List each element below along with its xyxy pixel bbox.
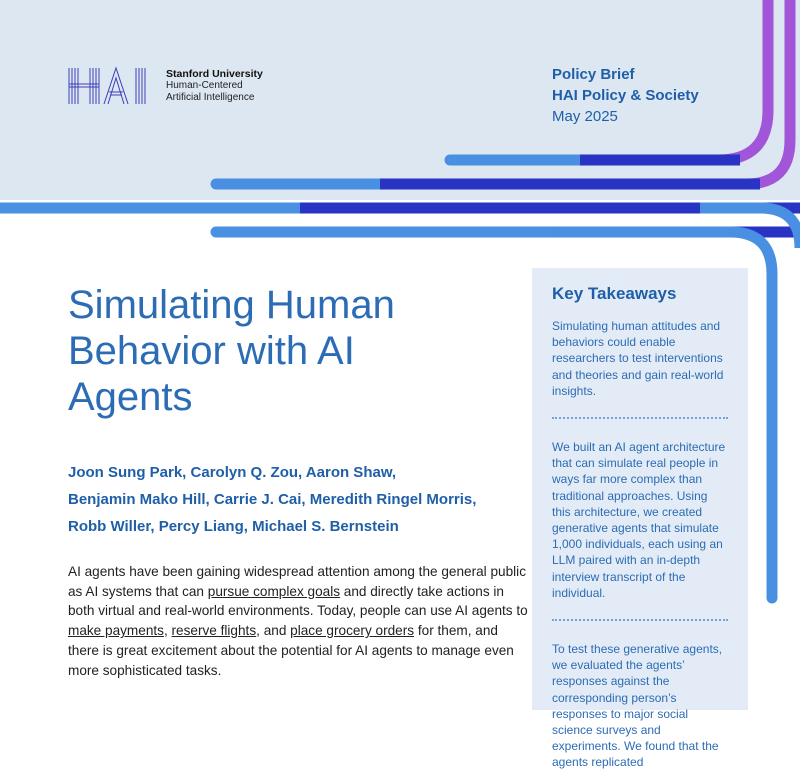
brief-type: Policy Brief (552, 66, 635, 83)
page-title: Simulating Human Behavior with AI Agents (68, 283, 395, 419)
author-line: Joon Sung Park, Carolyn Q. Zou, Aaron Shaw, (68, 464, 397, 481)
brief-series: HAI Policy & Society (552, 87, 699, 104)
body-text-segment: and directly take actions in both virtual and real-world environments. Today, people can use AI agents to (68, 583, 528, 619)
author-line: Robb Willer, Percy Liang, Michael S. Bernstein (68, 518, 399, 535)
takeaway-divider (552, 619, 728, 621)
brief-meta (552, 64, 699, 127)
link-place-grocery-orders[interactable]: place grocery orders (290, 623, 415, 639)
university-name: Stanford University (166, 68, 263, 80)
author-line: Benjamin Mako Hill, Carrie J. Cai, Meredith Ringel Morris, (68, 491, 477, 508)
brief-date: May 2025 (552, 108, 618, 125)
body-text-segment: , (163, 623, 172, 639)
hai-logo-mark (68, 66, 158, 106)
takeaway-item: Simulating human attitudes and behaviors could enable researchers to test interventions and theories and gain real-world insights. (552, 319, 724, 398)
body-text-segment: for them, and there is great excitement about the potential for AI agents to manage even more sophisticated tasks. (68, 623, 514, 678)
takeaway-divider (552, 417, 728, 419)
key-takeaways-panel (532, 268, 748, 770)
institute-line-2: Artificial Intelligence (166, 92, 255, 103)
takeaways-heading: Key Takeaways (552, 284, 677, 303)
body-text-segment: AI agents have been gaining widespread attention among the general public as AI systems that can (68, 564, 526, 599)
hai-logo[interactable] (68, 66, 263, 106)
link-pursue-complex-goals[interactable]: pursue complex goals (207, 583, 341, 599)
logo-text (166, 68, 263, 104)
takeaway-item: We built an AI agent architecture that can simulate real people in ways far more complex than traditional approaches. Using this architecture, we created generative agents that simulate 1,000 individuals, each using an LLM paired with an in-depth interview transcript of the individual. (552, 440, 726, 600)
body-text-segment: , and (256, 623, 291, 639)
author-list (68, 459, 508, 540)
intro-paragraph (68, 562, 528, 680)
link-make-payments[interactable]: make payments (68, 623, 164, 639)
institute-line-1: Human-Centered (166, 80, 243, 91)
takeaway-item: To test these generative agents, we evaluated the agents’ responses against the corresponding person’s responses to major social science surveys and experiments. We found that the agents replicated (552, 642, 723, 770)
link-reserve-flights[interactable]: reserve flights (171, 623, 257, 639)
